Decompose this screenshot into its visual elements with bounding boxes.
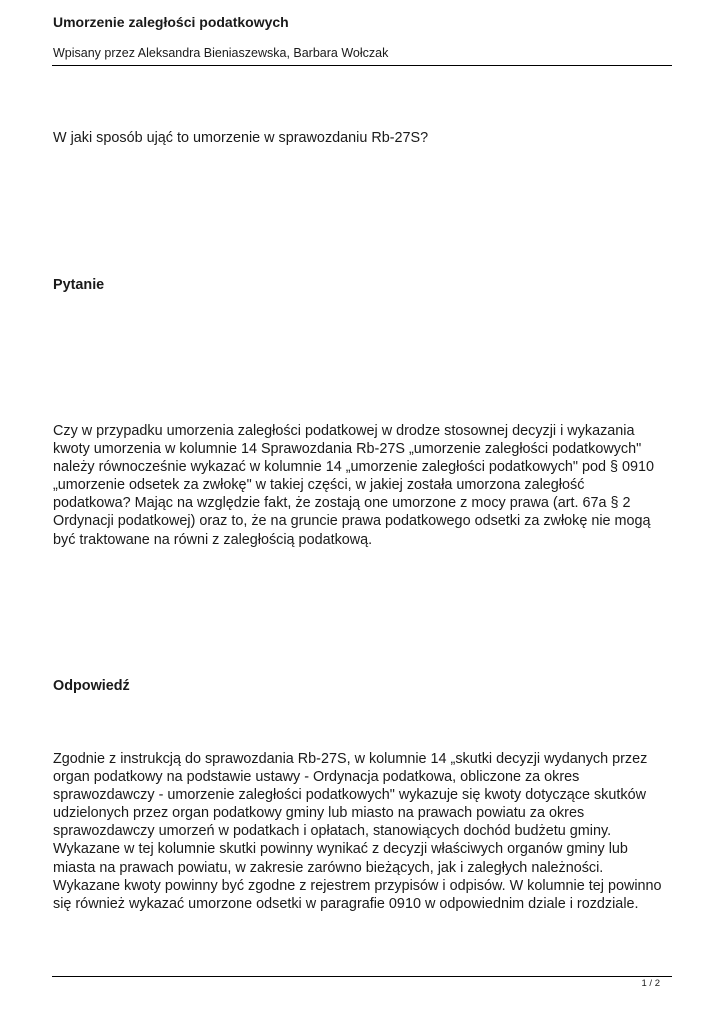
question-line: „umorzenie odsetek za zwłokę" w takiej części, w jakiej została umorzona zaległość <box>53 477 585 494</box>
answer-heading: Odpowiedź <box>53 678 130 694</box>
answer-line: sprawozdawczy umorzeń w podatkach i opłatach, stanowiących dochód budżetu gminy. <box>53 823 612 840</box>
answer-line: się również wykazać umorzone odsetki w paragrafie 0910 w odpowiednim dziale i rozdziale. <box>53 895 639 912</box>
page-title: Umorzenie zaległości podatkowych <box>53 14 289 30</box>
question-body <box>53 422 675 549</box>
answer-body <box>53 750 675 913</box>
author-line: Wpisany przez Aleksandra Bieniaszewska, Barbara Wołczak <box>53 46 389 60</box>
answer-line: Wykazane kwoty powinny być zgodne z rejestrem przypisów i odpisów. W kolumnie tej powinno <box>53 877 662 894</box>
question-line: należy równocześnie wykazać w kolumnie 14 „umorzenie zaległości podatkowych" pod § 0910 <box>53 459 655 476</box>
answer-line: sprawozdawczy - umorzenie zaległości podatkowych" wykazuje się kwoty dotyczące skutków <box>53 787 646 804</box>
header-divider <box>52 65 672 66</box>
answer-line: miasta na prawach powiatu, w zakresie zarówno bieżących, jak i zaległych należności. <box>53 859 604 876</box>
footer-divider <box>52 976 672 977</box>
answer-line: organ podatkowy na podstawie ustawy - Ordynacja podatkowa, obliczone za okres <box>53 769 580 786</box>
intro-text: W jaki sposób ująć to umorzenie w sprawozdaniu Rb-27S? <box>53 130 429 146</box>
page-number: 1 / 2 <box>641 978 660 989</box>
question-line: Czy w przypadku umorzenia zaległości podatkowej w drodze stosownej decyzji i wykazania <box>53 423 635 439</box>
answer-line: Zgodnie z instrukcją do sprawozdania Rb-27S, w kolumnie 14 „skutki decyzji wydanych przez <box>53 751 648 767</box>
question-line: Ordynacji podatkowej) oraz to, że na gruncie prawa podatkowego odsetki za zwłokę nie mogą <box>53 513 651 530</box>
answer-line: Wykazane w tej kolumnie skutki powinny wynikać z decyzji właściwych organów gminy lub <box>53 841 628 858</box>
question-heading: Pytanie <box>53 277 105 293</box>
question-line: kwoty umorzenia w kolumnie 14 Sprawozdania Rb-27S „umorzenie zaległości podatkowych" <box>53 441 642 458</box>
question-line: podatkowa? Mając na względzie fakt, że zostają one umorzone z mocy prawa (art. 67a § 2 <box>53 495 631 512</box>
answer-line: udzielonych przez organ podatkowy gminy lub miasto na prawach powiatu za okres <box>53 805 585 822</box>
question-line: być traktowane na równi z zaległością podatkową. <box>53 531 373 548</box>
